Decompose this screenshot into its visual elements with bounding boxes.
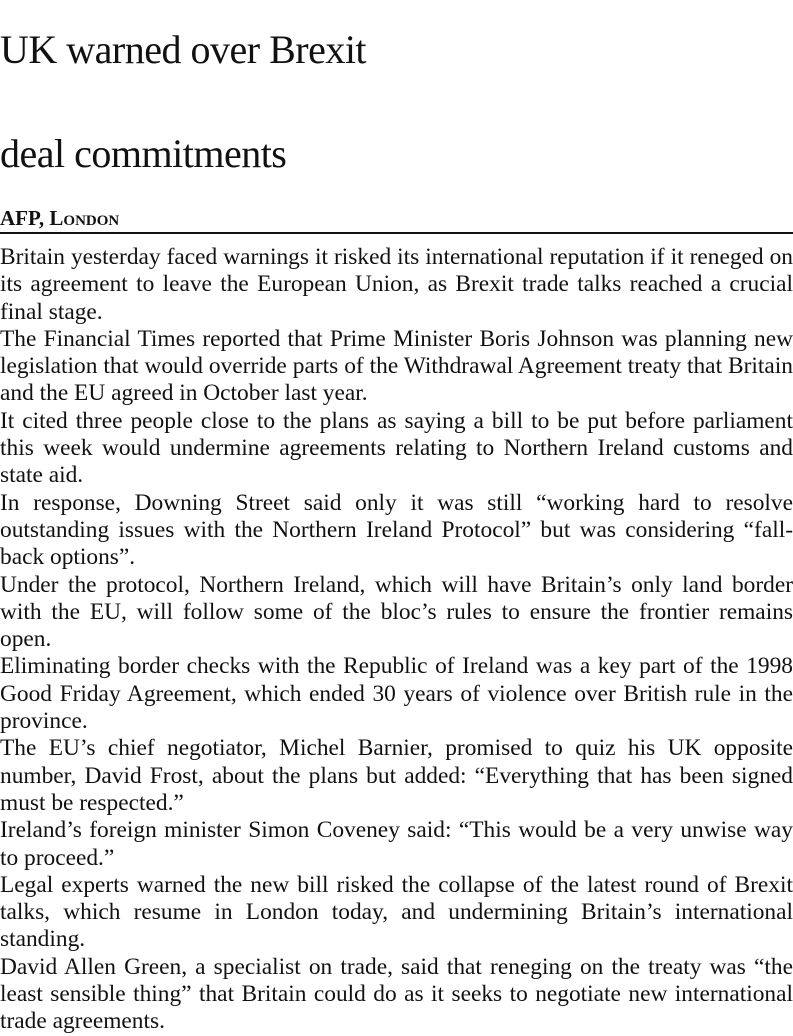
headline-divider <box>0 232 793 234</box>
paragraph: Ireland’s foreign minister Simon Coveney said: “This would be a very unwise way to proceed.” <box>0 817 793 871</box>
paragraph: Britain yesterday faced warnings it risked its international reputation if it reneged on its agreement to leave the European Union, as Brexit trade talks reached a crucial final stage. <box>0 244 793 325</box>
paragraph: Eliminating border checks with the Republic of Ireland was a key part of the 1998 Good Friday Agreement, which ended 30 years of violence over British rule in the province. <box>0 653 793 735</box>
byline <box>0 206 793 232</box>
byline-city: London <box>49 206 120 230</box>
paragraph: The EU’s chief negotiator, Michel Barnier, promised to quiz his UK opposite number, David Frost, about the plans but added: “Everything that has been signed must be respected.” <box>0 735 793 816</box>
paragraph: It cited three people close to the plans as saying a bill to be put before parliament this week would undermine agreements relating to Northern Ireland customs and state aid. <box>0 407 793 489</box>
paragraph: The Financial Times reported that Prime Minister Boris Johnson was planning new legislation that would override parts of the Withdrawal Agreement treaty that Britain and the EU agreed in October last year. <box>0 325 793 407</box>
headline <box>0 0 793 206</box>
paragraph: In response, Downing Street said only it was still “working hard to resolve outstanding issues with the Northern Ireland Protocol” but was considering “fall-back options”. <box>0 489 793 571</box>
article-body <box>0 244 793 1036</box>
paragraph: Under the protocol, Northern Ireland, which will have Britain’s only land border with the EU, will follow some of the bloc’s rules to ensure the frontier remains open. <box>0 571 793 653</box>
headline-line-1: UK warned over Brexit <box>0 27 367 72</box>
paragraph: Legal experts warned the new bill risked the collapse of the latest round of Brexit talks, which resume in London today, and undermining Britain’s international standing. <box>0 871 793 953</box>
paragraph: David Allen Green, a specialist on trade, said that reneging on the treaty was “the least sensible thing” that Britain could do as it seeks to negotiate new international trade agreements. <box>0 953 793 1035</box>
byline-agency: AFP, <box>0 206 45 230</box>
headline-line-2: deal commitments <box>0 131 287 176</box>
